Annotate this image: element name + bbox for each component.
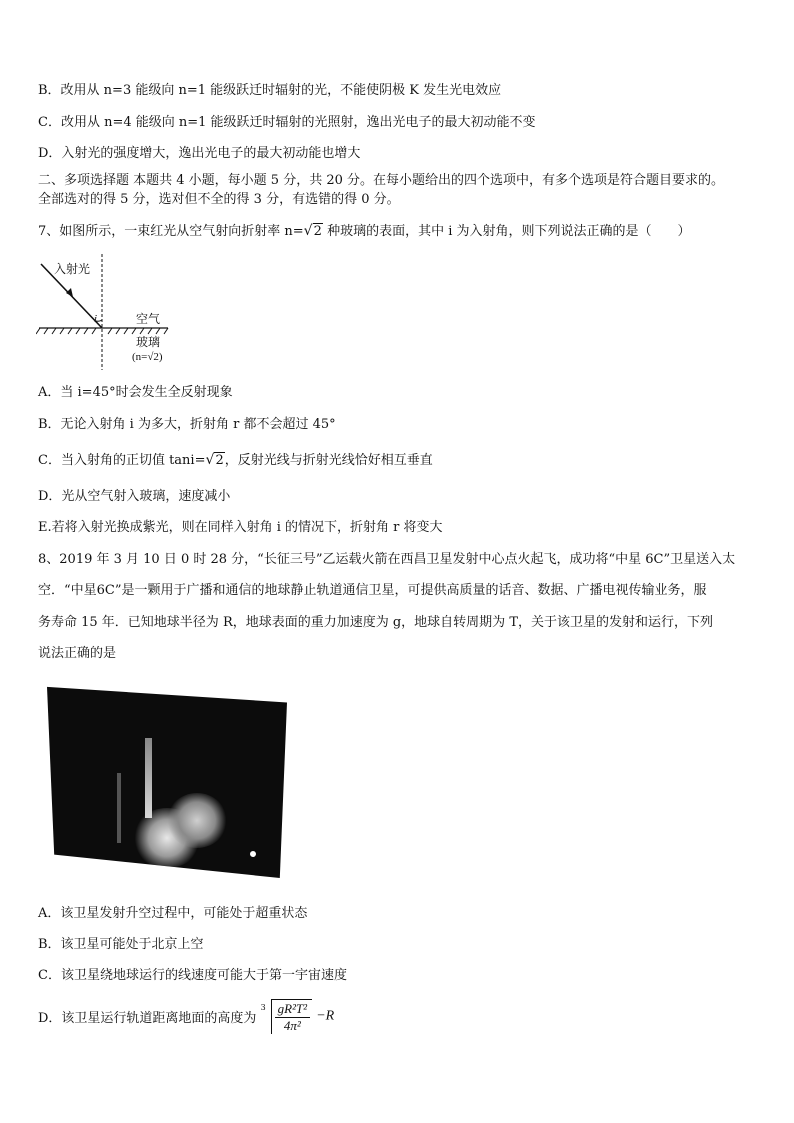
glass-label: 玻璃 <box>136 335 161 349</box>
q7-option-a: A．当 i=45°时会发生全反射现象 <box>38 385 233 400</box>
q8-option-c: C．该卫星绕地球运行的线速度可能大于第一宇宙速度 <box>38 968 347 983</box>
q7c-pre: C．当入射角的正切值 tani= <box>38 453 206 468</box>
q8-stem-line3: 务寿命 15 年．已知地球半径为 R，地球表面的重力加速度为 g，地球自转周期为 T，关于该卫星的发射和运行，下列 <box>38 615 713 630</box>
rocket-launch-photo <box>47 683 287 878</box>
launch-tower <box>117 773 121 843</box>
fraction <box>275 1001 310 1034</box>
refraction-diagram <box>36 252 176 370</box>
q7-option-c <box>38 452 433 470</box>
fraction-numerator: gR²T² <box>275 1001 310 1018</box>
incident-light-label: 入射光 <box>54 262 91 276</box>
q6-option-d: D．入射光的强度增大，逸出光电子的最大初动能也增大 <box>38 146 361 161</box>
q7-option-d: D．光从空气射入玻璃，速度减小 <box>38 489 231 504</box>
q6-option-b: B．改用从 n=3 能级向 n=1 能级跃迁时辐射的光，不能使阴极 K 发生光电效应 <box>38 83 502 98</box>
light-spot <box>250 851 256 857</box>
q7-radicand: 2 <box>313 224 322 239</box>
q8-option-b: B．该卫星可能处于北京上空 <box>38 937 204 952</box>
q8-option-a: A．该卫星发射升空过程中，可能处于超重状态 <box>38 906 308 921</box>
q8-stem-line2: 空．“中星6C”是一颗用于广播和通信的地球静止轨道通信卫星，可提供高质量的话音、数据、广播电视传输业务，服 <box>38 583 707 598</box>
incidence-angle-label: i <box>94 313 98 325</box>
q8-option-d <box>38 999 334 1034</box>
q7-option-e: E.若将入射光换成紫光，则在同样入射角 i 的情况下，折射角 r 将变大 <box>38 520 443 535</box>
glass-index-label: (n=√2) <box>132 351 163 363</box>
air-label: 空气 <box>136 312 161 326</box>
section-scoring-rule: 全部选对的得 5 分，选对但不全的得 3 分，有选错的得 0 分。 <box>38 192 400 207</box>
root-index: 3 <box>260 1003 266 1012</box>
q8-stem-line4: 说法正确的是 <box>38 646 117 661</box>
q7c-post: ，反射光线与折射光线恰好相互垂直 <box>224 453 433 468</box>
q8d-post: −R <box>316 1008 335 1024</box>
q7-stem-post: 种玻璃的表面，其中 i 为入射角，则下列说法正确的是（ ） <box>322 224 691 239</box>
section-heading-multiple-choice: 二、多项选择题 本题共 4 小题，每小题 5 分，共 20 分。在每小题给出的四个选项中，有多个选项是符合题目要求的。 <box>38 173 725 188</box>
q7-stem-pre: 7、如图所示，一束红光从空气射向折射率 n= <box>38 224 304 239</box>
q7-option-b: B．无论入射角 i 为多大，折射角 r 都不会超过 45° <box>38 417 336 432</box>
cube-root <box>261 999 312 1034</box>
root-radicand <box>271 999 312 1034</box>
sqrt-symbol <box>205 452 224 470</box>
sqrt-symbol <box>304 223 323 241</box>
q7c-radicand: 2 <box>215 453 224 468</box>
q8d-pre: D．该卫星运行轨道距离地面的高度为 <box>38 1011 257 1026</box>
smoke-cloud <box>167 793 227 848</box>
q8-stem-line1: 8、2019 年 3 月 10 日 0 时 28 分，“长征三号”乙运载火箭在西昌卫星发射中心点火起飞，成功将“中星 6C”卫星送入太 <box>38 552 736 567</box>
q6-option-c: C．改用从 n=4 能级向 n=1 能级跃迁时辐射的光照射，逸出光电子的最大初动能不变 <box>38 115 536 130</box>
q7-stem <box>38 223 691 241</box>
rocket <box>145 738 152 818</box>
fraction-denominator: 4π² <box>283 1018 301 1033</box>
